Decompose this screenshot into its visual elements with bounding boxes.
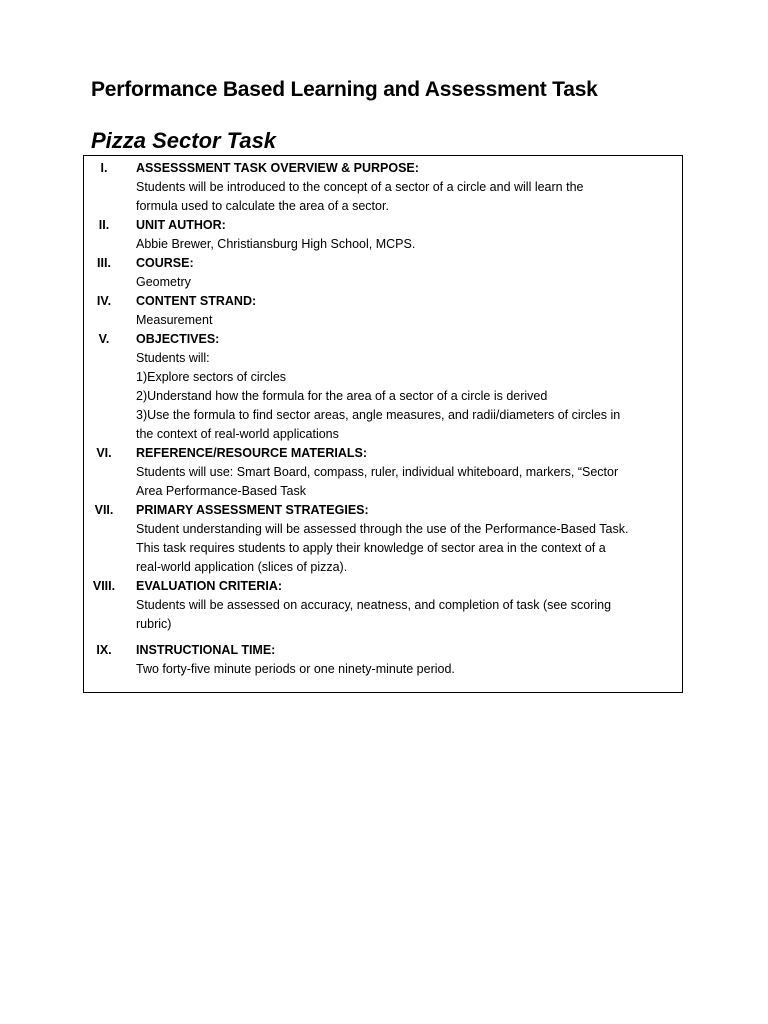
section-heading: COURSE: — [136, 256, 194, 270]
section-text-line: 2)Understand how the formula for the area of a sector of a circle is derived — [136, 389, 548, 403]
section-heading: PRIMARY ASSESSMENT STRATEGIES: — [136, 503, 369, 517]
section-heading: EVALUATION CRITERIA: — [136, 579, 283, 593]
section-heading: ASSESSSMENT TASK OVERVIEW & PURPOSE: — [136, 161, 419, 175]
section-text-line: Measurement — [136, 313, 213, 327]
section-instructional-time — [84, 641, 682, 679]
section-assessment-strategies — [84, 501, 682, 577]
section-numeral: II. — [98, 218, 110, 232]
section-course — [84, 254, 682, 292]
section-text-line: Students will: — [136, 351, 210, 365]
section-numeral: I. — [100, 161, 108, 175]
section-text-line: This task requires students to apply their knowledge of sector area in the context of a — [136, 541, 606, 555]
section-text-line: real-world application (slices of pizza). — [136, 560, 348, 574]
section-text-line: rubric) — [136, 617, 172, 631]
section-numeral: VIII. — [92, 579, 116, 593]
section-numeral: VII. — [94, 503, 114, 517]
task-title: Pizza Sector Task — [91, 128, 277, 153]
section-text-line: Students will be assessed on accuracy, neatness, and completion of task (see scoring — [136, 598, 612, 612]
section-text-line: Area Performance-Based Task — [136, 484, 306, 498]
section-overview — [84, 159, 682, 216]
task-outline-box — [83, 155, 683, 693]
section-heading: UNIT AUTHOR: — [136, 218, 226, 232]
section-text-line: Student understanding will be assessed through the use of the Performance-Based Task. — [136, 522, 629, 536]
section-heading: OBJECTIVES: — [136, 332, 220, 346]
section-numeral: V. — [98, 332, 110, 346]
section-heading: INSTRUCTIONAL TIME: — [136, 643, 276, 657]
section-text-line: Abbie Brewer, Christiansburg High School, MCPS. — [136, 237, 416, 251]
section-text-line: the context of real-world applications — [136, 427, 339, 441]
section-numeral: IV. — [96, 294, 112, 308]
section-text-line: Two forty-five minute periods or one ninety-minute period. — [136, 662, 455, 676]
section-unit-author — [84, 216, 682, 254]
section-text-line: Students will be introduced to the concept of a sector of a circle and will learn the — [136, 180, 584, 194]
section-reference-materials — [84, 444, 682, 501]
section-numeral: IX. — [96, 643, 112, 657]
section-text-line: Geometry — [136, 275, 191, 289]
section-text-line: Students will use: Smart Board, compass, ruler, individual whiteboard, markers, “Sector — [136, 465, 619, 479]
section-heading: CONTENT STRAND: — [136, 294, 257, 308]
document-title: Performance Based Learning and Assessment Task — [91, 78, 598, 101]
section-text-line: formula used to calculate the area of a sector. — [136, 199, 389, 213]
section-text-line: 3)Use the formula to find sector areas, angle measures, and radii/diameters of circles in — [136, 408, 621, 422]
section-heading: REFERENCE/RESOURCE MATERIALS: — [136, 446, 368, 460]
section-numeral: III. — [97, 256, 111, 270]
section-text-line: 1)Explore sectors of circles — [136, 370, 287, 384]
section-numeral: VI. — [96, 446, 112, 460]
section-evaluation-criteria — [84, 577, 682, 634]
section-objectives — [84, 330, 682, 444]
section-content-strand — [84, 292, 682, 330]
